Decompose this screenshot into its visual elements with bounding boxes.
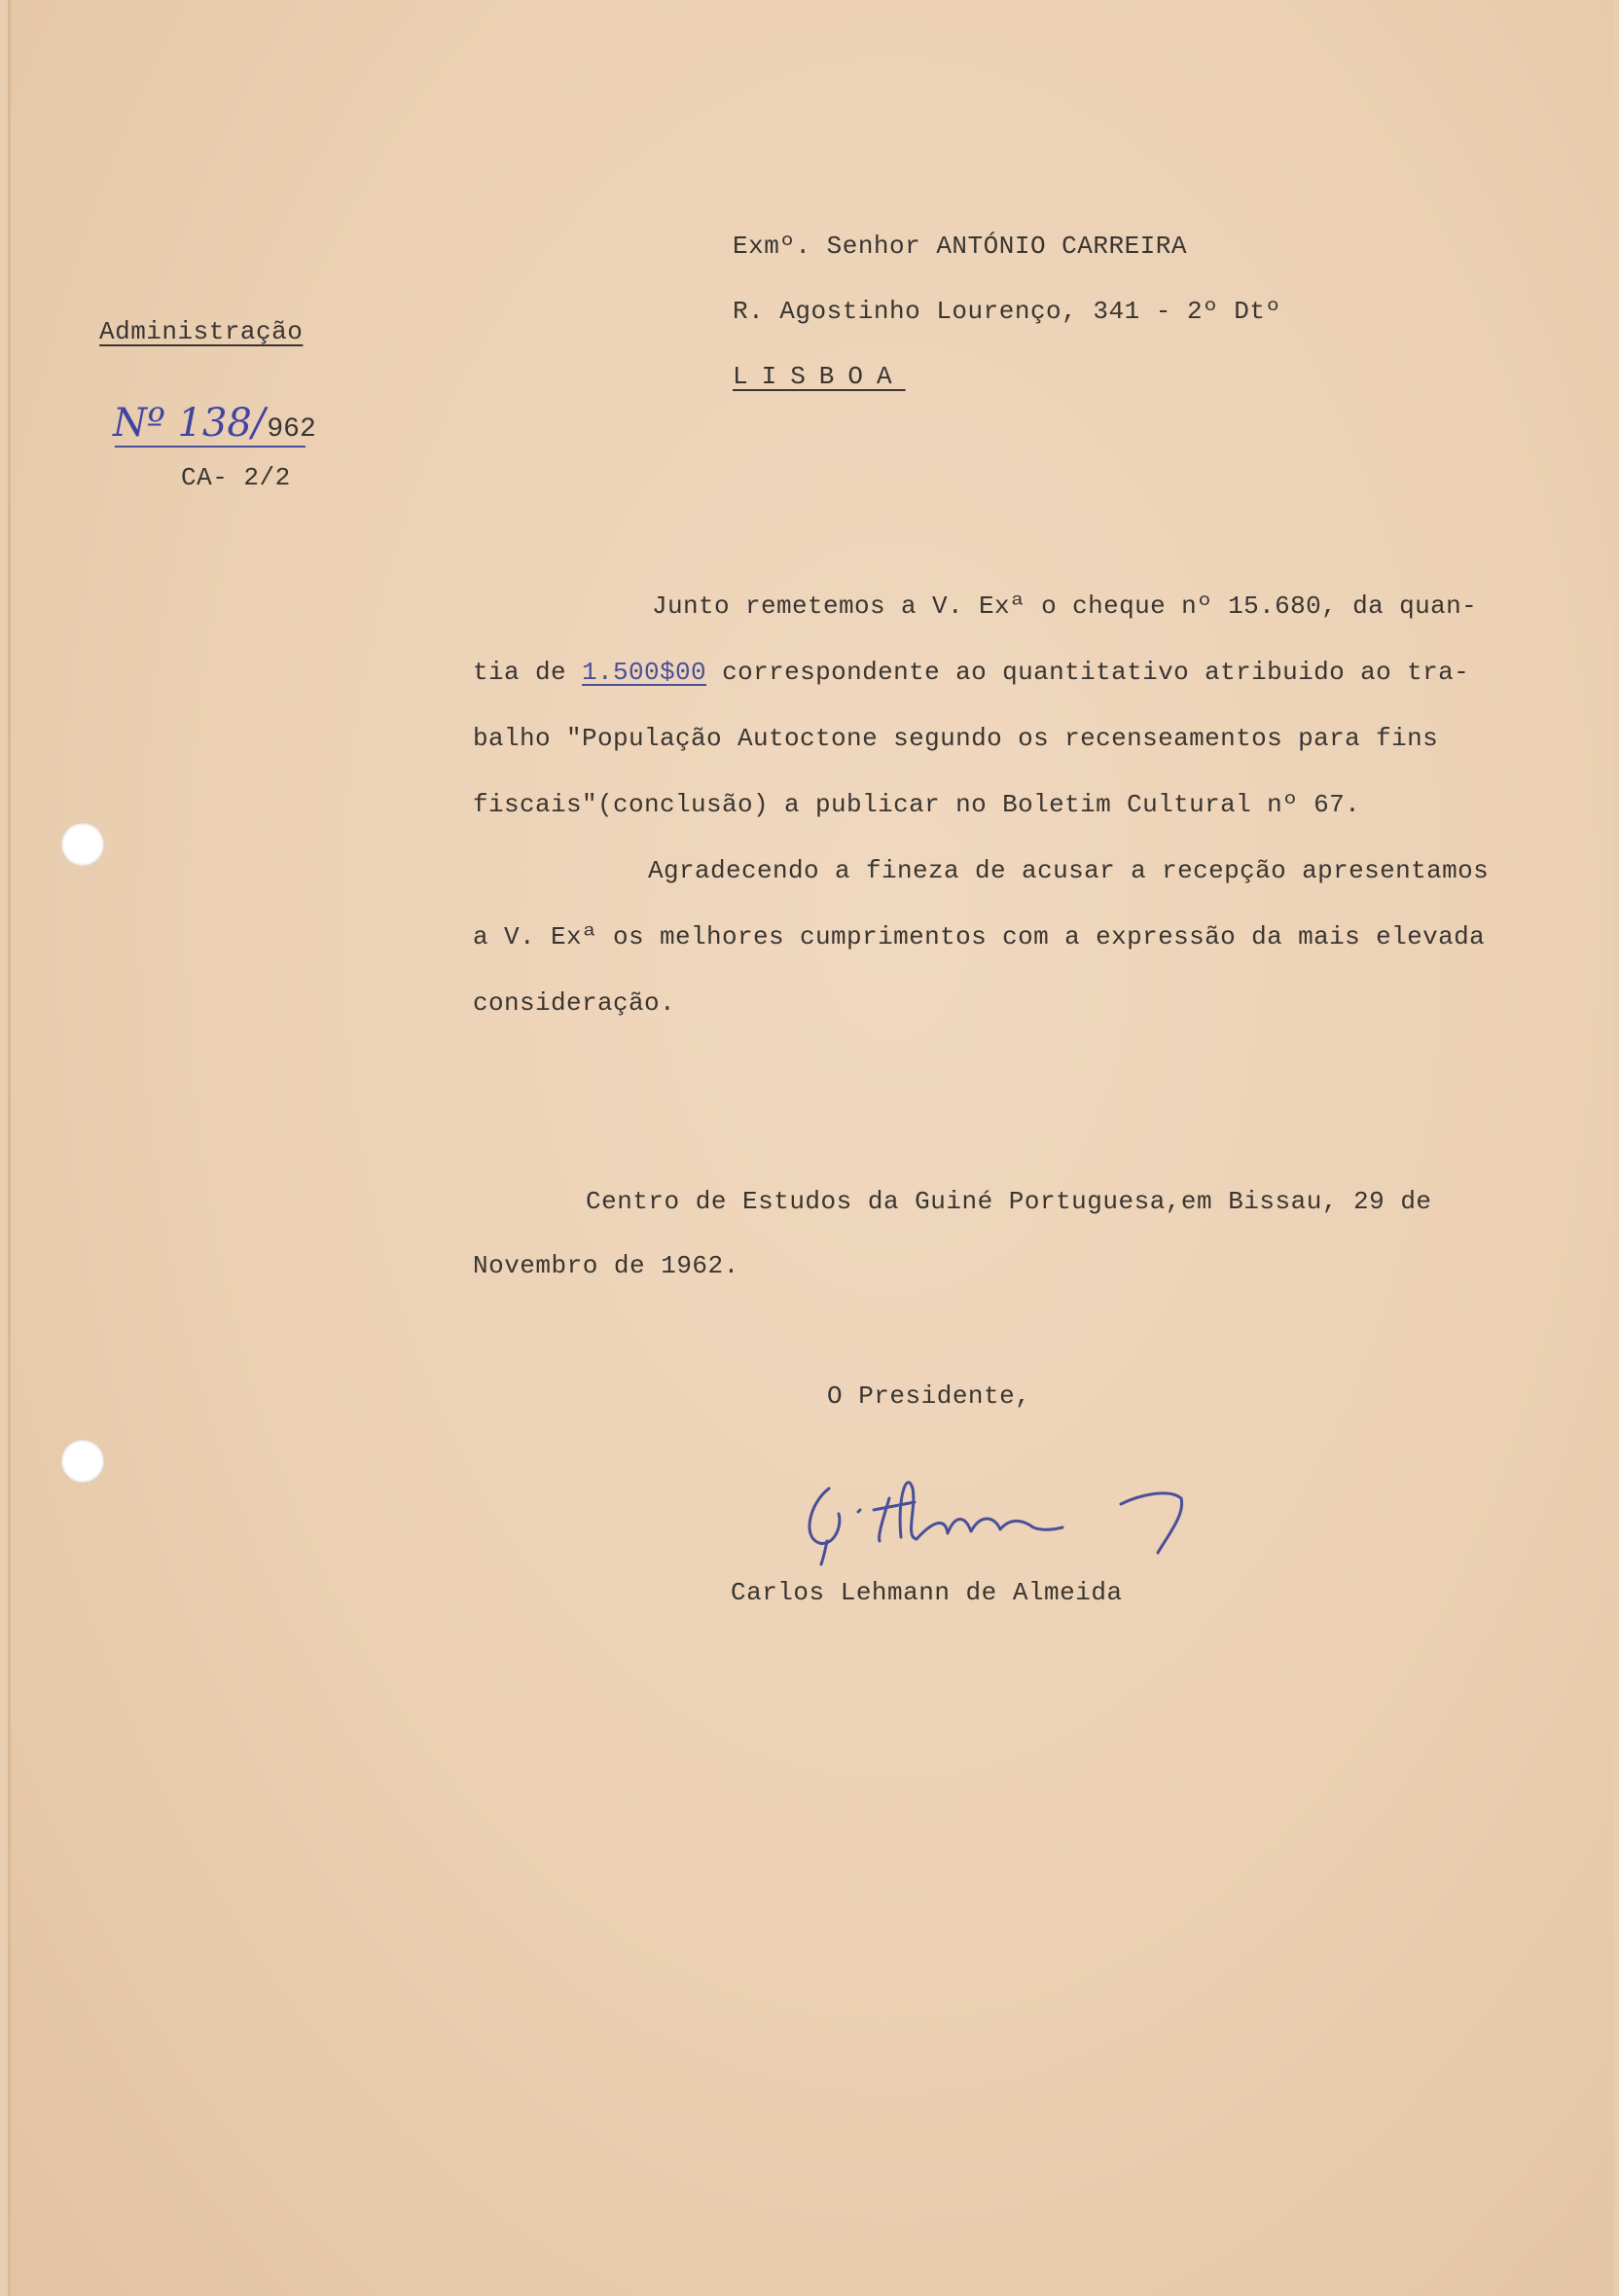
reference-year: 962	[267, 414, 316, 445]
place-date-line2: Novembro de 1962.	[473, 1251, 739, 1280]
addressee-city: LISBOA	[733, 362, 906, 391]
department-label: Administração	[99, 317, 304, 346]
cheque-amount: 1.500$00	[582, 658, 707, 687]
body-line: a V. Exª os melhores cumprimentos com a expressão da mais elevada	[473, 922, 1486, 951]
reference-number-handwritten: Nº 138/	[113, 401, 266, 446]
body-line: Agradecendo a fineza de acusar a recepção apresentamos	[648, 856, 1490, 885]
body-text: tia de	[473, 658, 583, 687]
reference-underline	[115, 446, 306, 448]
addressee-street: R. Agostinho Lourenço, 341 - 2º Dtº	[733, 297, 1281, 326]
body-line	[473, 658, 1528, 724]
body-line: consideração.	[473, 988, 676, 1018]
body-line: fiscais"(conclusão) a publicar no Boletim Cultural nº 67.	[473, 790, 1361, 819]
body-line: Junto remetemos a V. Exª o cheque nº 15.680, da quan-	[652, 592, 1478, 621]
reference-number	[113, 401, 316, 446]
punch-hole-bottom	[61, 1440, 104, 1483]
handwritten-signature	[800, 1459, 1228, 1566]
signatory-title: O Presidente,	[827, 1381, 1031, 1411]
addressee-name: Exmº. Senhor ANTÓNIO CARREIRA	[733, 232, 1187, 261]
punch-hole-top	[61, 823, 104, 866]
place-date-line1: Centro de Estudos da Guiné Portuguesa,em Bissau, 29 de	[586, 1187, 1432, 1216]
body-line: balho "População Autoctone segundo os recenseamentos para fins	[473, 724, 1439, 753]
signatory-name: Carlos Lehmann de Almeida	[731, 1578, 1123, 1607]
body-text: correspondente ao quantitativo atribuido ao tra-	[706, 658, 1470, 687]
reference-code: CA- 2/2	[181, 463, 291, 492]
letter-body	[473, 592, 1528, 1055]
